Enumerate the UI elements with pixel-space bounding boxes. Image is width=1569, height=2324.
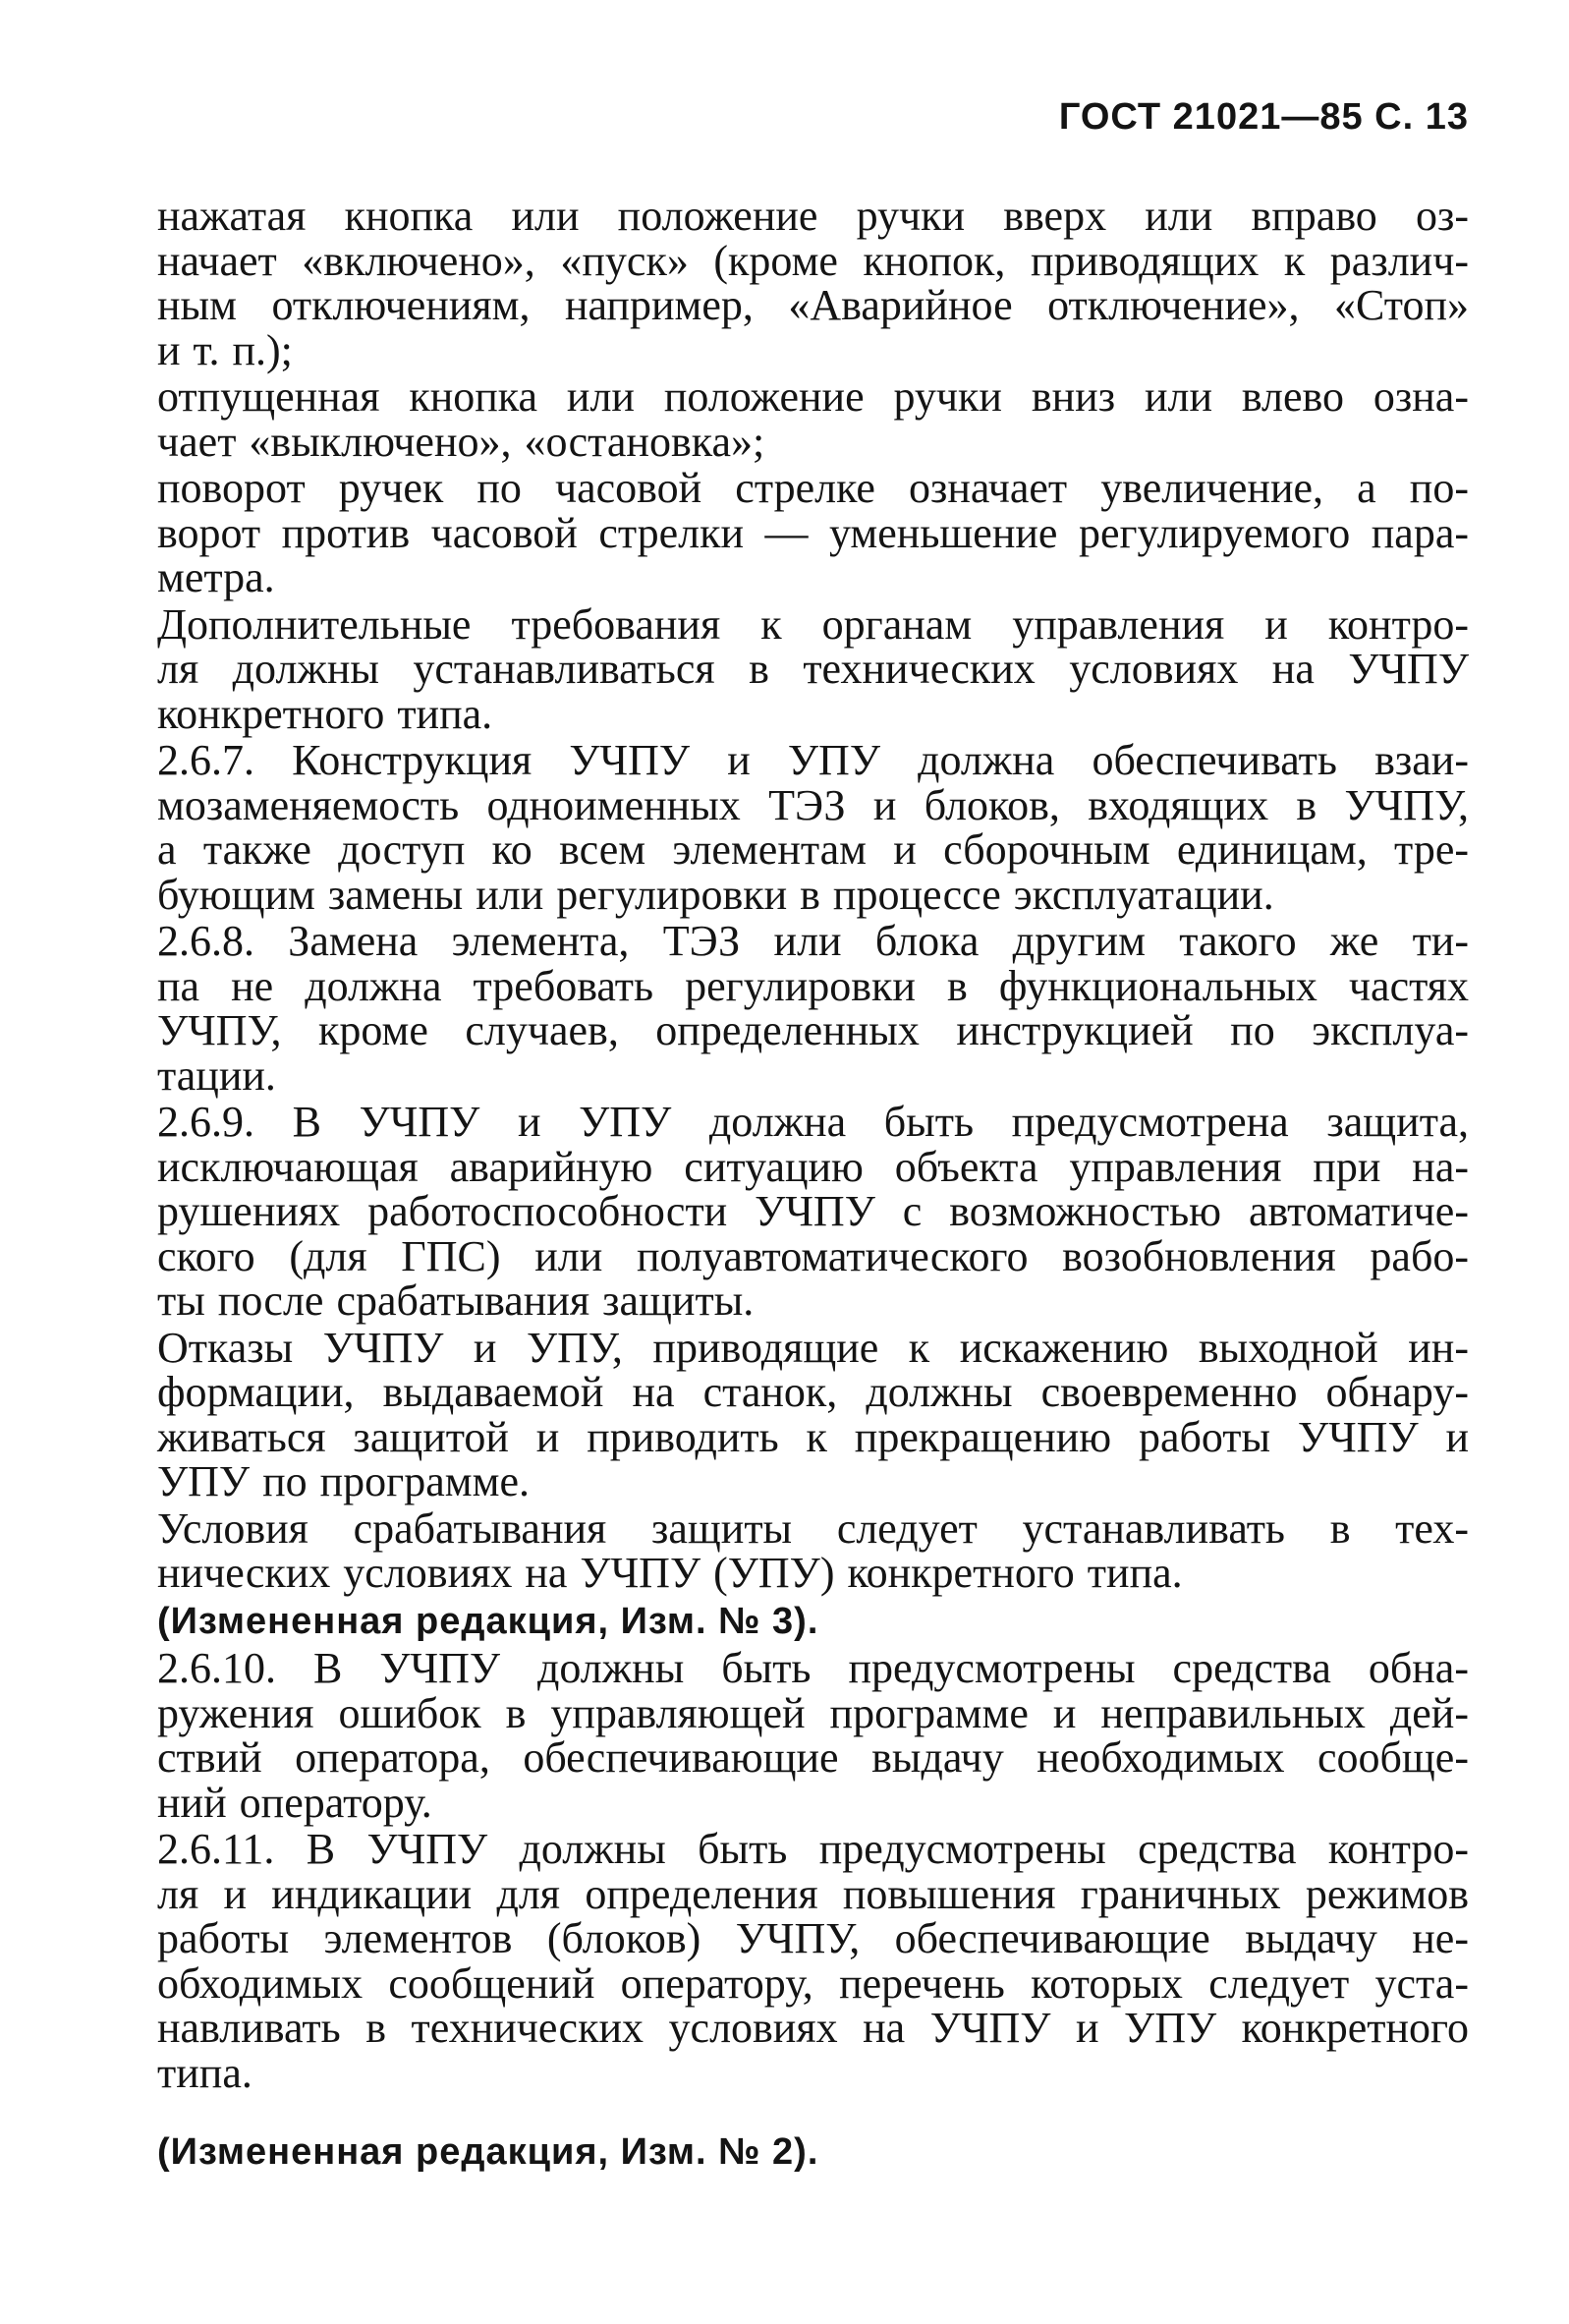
- text-line: тации.: [157, 1050, 276, 1100]
- text-line: отпущенная кнопка или положение ручки вниз или влево озна-: [157, 372, 1469, 421]
- paragraph-knob-rotation: [157, 466, 1469, 600]
- text-line: 2.6.9. В УЧПУ и УПУ должна быть предусмотрена защита,: [157, 1098, 1469, 1146]
- paragraph-2-6-10: [157, 1646, 1469, 1825]
- text-line: поворот ручек по часовой стрелке означает увеличение, а по-: [157, 464, 1469, 512]
- paragraph-2-6-11: [157, 1827, 1469, 2095]
- text-line: ружения ошибок в управляющей программе и неправильных дей-: [157, 1688, 1469, 1737]
- text-line: формации, выдаваемой на станок, должны своевременно обнару-: [157, 1368, 1469, 1416]
- document-page: [157, 98, 1469, 2260]
- text-line: и т. п.);: [157, 325, 293, 374]
- text-line: навливать в технических условиях на УЧПУ и УПУ конкретного: [157, 2004, 1469, 2052]
- paragraph-additional-requirements: [157, 599, 1469, 738]
- text-line: ского (для ГПС) или полуавтоматического возобновления рабо-: [157, 1231, 1469, 1280]
- running-header: ГОСТ 21021—85 С. 13: [1058, 96, 1469, 138]
- document-body: [157, 194, 1469, 2178]
- text-line: метра.: [157, 553, 275, 601]
- text-line: 2.6.7. Конструкция УЧПУ и УПУ должна обеспечивать взаи-: [157, 736, 1469, 784]
- paragraph-2-6-9: [157, 1100, 1469, 1324]
- paragraph-2-6-8: [157, 919, 1469, 1098]
- text-line: 2.6.11. В УЧПУ должны быть предусмотрены средства контро-: [157, 1825, 1469, 1873]
- text-line: ным отключениям, например, «Аварийное отключение», «Стоп»: [157, 281, 1469, 329]
- text-line: УЧПУ, кроме случаев, определенных инструкцией по эксплуа-: [157, 1006, 1469, 1054]
- text-line: ствий оператора, обеспечивающие выдачу необходимых сообще-: [157, 1733, 1469, 1782]
- text-line: нических условиях на УЧПУ (УПУ) конкретного типа.: [157, 1549, 1183, 1597]
- text-line: 2.6.8. Замена элемента, ТЭЗ или блока другим такого же ти-: [157, 917, 1469, 965]
- text-line: УПУ по программе.: [157, 1457, 530, 1505]
- amendment-note-2: (Измененная редакция, Изм. № 2).: [157, 2131, 819, 2173]
- text-line: ты после срабатывания защиты.: [157, 1276, 755, 1325]
- text-line: конкретного типа.: [157, 689, 493, 738]
- text-line: Отказы УЧПУ и УПУ, приводящие к искажению выходной ин-: [157, 1323, 1469, 1372]
- text-line: а также доступ ко всем элементам и сборочным единицам, тре-: [157, 825, 1469, 874]
- text-line: исключающая аварийную ситуацию объекта управления при на-: [157, 1142, 1469, 1191]
- text-line: бующим замены или регулировки в процессе эксплуатации.: [157, 870, 1274, 919]
- text-line: ля должны устанавливаться в технических условиях на УЧПУ: [157, 645, 1469, 693]
- paragraph-button-states: [157, 194, 1469, 372]
- amendment-note-3: (Измененная редакция, Изм. № 3).: [157, 1600, 819, 1642]
- text-line: ворот против часовой стрелки — уменьшение регулируемого пара-: [157, 508, 1469, 557]
- text-line: 2.6.10. В УЧПУ должны быть предусмотрены средства обна-: [157, 1644, 1469, 1692]
- text-line: начает «включено», «пуск» (кроме кнопок, приводящих к различ-: [157, 236, 1469, 285]
- text-line: работы элементов (блоков) УЧПУ, обеспечивающие выдачу не-: [157, 1914, 1469, 1962]
- text-line: ля и индикации для определения повышения граничных режимов: [157, 1869, 1469, 1918]
- paragraph-protection-conditions: [157, 1503, 1469, 1597]
- paragraph-failures: [157, 1323, 1469, 1505]
- text-line: па не должна требовать регулировки в функциональных частях: [157, 961, 1469, 1010]
- text-line: ний оператору.: [157, 1778, 432, 1827]
- text-line: Дополнительные требования к органам управления и контро-: [157, 599, 1469, 649]
- text-line: мозаменяемость одноименных ТЭЗ и блоков, входящих в УЧПУ,: [157, 780, 1469, 829]
- text-line: обходимых сообщений оператору, перечень которых следует уста-: [157, 1958, 1469, 2008]
- paragraph-released-button: [157, 374, 1469, 464]
- text-line: чает «выключено», «остановка»;: [157, 417, 765, 466]
- paragraph-2-6-7: [157, 738, 1469, 917]
- text-line: живаться защитой и приводить к прекращению работы УЧПУ и: [157, 1412, 1469, 1461]
- text-line: рушениях работоспособности УЧПУ с возможностью автоматиче-: [157, 1187, 1469, 1235]
- text-line: Условия срабатывания защиты следует устанавливать в тех-: [157, 1503, 1469, 1553]
- text-line: типа.: [157, 2048, 252, 2097]
- text-line: нажатая кнопка или положение ручки вверх или вправо оз-: [157, 192, 1469, 240]
